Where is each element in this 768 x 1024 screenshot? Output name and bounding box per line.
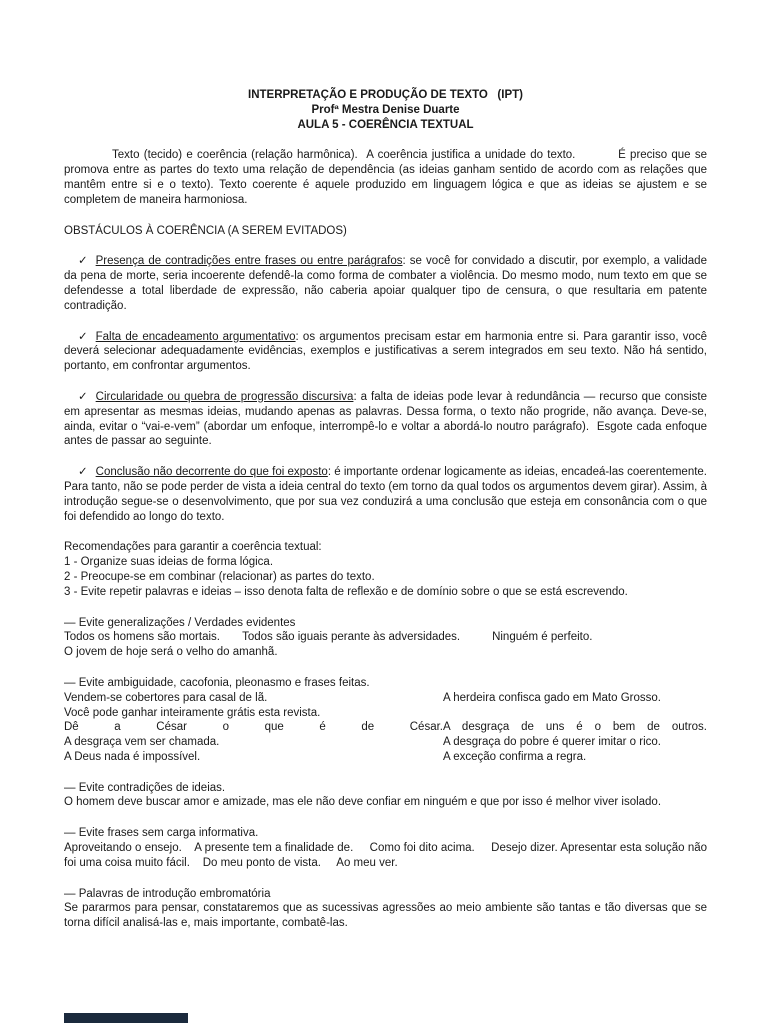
example-right: A desgraça do pobre é querer imitar o rico.: [443, 736, 661, 749]
checkmark-icon: ✓: [78, 255, 88, 268]
bullet-lead: Presença de contradições entre frases ou entre parágrafos: [95, 255, 403, 268]
advice-line: O jovem de hoje será o velho do amanhã.: [64, 646, 278, 659]
document-header: [64, 88, 707, 132]
example-pair-row: [64, 735, 707, 750]
example-left: A desgraça vem ser chamada.: [64, 736, 220, 749]
intro-paragraph: Texto (tecido) e coerência (relação harmônica). A coerência justifica a unidade do texto. É preciso que se promova entre as partes do texto uma relação de dependência (as ideias ganham sentido de acordo com as relações que mantêm entre si e o texto). Texto coerente é aquele produzido em linguagem lógica e que as ideias se ajustem e se completem de maneira harmoniosa.: [64, 149, 707, 206]
example-left: Você pode ganhar inteiramente grátis esta revista.: [64, 706, 321, 719]
recommendation-item: 1 - Organize suas ideias de forma lógica.: [64, 556, 274, 569]
advice-heading: — Evite frases sem carga informativa.: [64, 827, 259, 840]
bullet-item-conclusao: [64, 465, 707, 524]
example-right: [443, 706, 707, 721]
advice-section-embromatoria: [64, 887, 707, 931]
bullet-item-circularidade: [64, 390, 707, 449]
recommendation-item: 2 - Preocupe-se em combinar (relacionar) as partes do texto.: [64, 570, 375, 583]
example-left: Dê a César o que é de César.: [64, 721, 443, 734]
example-pair-row: [64, 720, 707, 735]
advice-section-ambiguidade: [64, 676, 707, 765]
bullet-body: : se você for convidado a discutir, por exemplo, a validade da pena de morte, seria incoerente defendê-la como forma de combater a violência. Do mesmo modo, num texto em que se defendesse a total liberdade de expressão, não caberia apoiar qualquer tipo de censura, o que resultaria em patente contradição.: [64, 255, 707, 312]
example-right: A herdeira confisca gado em Mato Grosso.: [443, 691, 661, 704]
advice-heading: — Evite contradições de ideias.: [64, 781, 226, 794]
advice-heading: — Palavras de introdução embromatória: [64, 887, 271, 900]
advice-line: Aproveitando o ensejo. A presente tem a finalidade de. Como foi dito acima. Desejo dizer. Apresentar esta solução não foi uma coisa muito fácil. Do meu ponto de vista. Ao meu ver.: [64, 842, 707, 869]
bullet-lead: Conclusão não decorrente do que foi exposto: [95, 466, 328, 479]
checkmark-icon: ✓: [78, 330, 88, 343]
bullet-body: : os argumentos precisam estar em harmonia entre si. Para garantir isso, você deverá selecionar adequadamente evidências, exemplos e justificativas a serem integrados em seu texto. Não há sentido, portanto, em confrontar argumentos.: [64, 330, 708, 373]
advice-section-contradicoes: [64, 781, 707, 811]
advice-section-generalizacoes: [64, 616, 707, 660]
example-right: A desgraça de uns é o bem de outros.: [443, 721, 707, 734]
example-pair-row: [64, 750, 707, 765]
lesson-title: AULA 5 - COERÊNCIA TEXTUAL: [297, 118, 474, 131]
checkmark-icon: ✓: [78, 466, 88, 479]
recommendations-title: Recomendações para garantir a coerência textual:: [64, 541, 322, 554]
bullet-item-encadeamento: [64, 330, 707, 374]
page-footer-bar: [64, 1013, 188, 1023]
advice-line: O homem deve buscar amor e amizade, mas ele não deve confiar em ninguém e que por isso é melhor viver isolado.: [64, 796, 662, 809]
checkmark-icon: ✓: [78, 390, 88, 403]
recommendation-item: 3 - Evite repetir palavras e ideias – isso denota falta de reflexão e de domínio sobre o que se está escrevendo.: [64, 585, 628, 598]
advice-line: Todos os homens são mortais. Todos são iguais perante às adversidades. Ninguém é perfeito.: [64, 631, 593, 644]
bullet-body: : é importante ordenar logicamente as ideias, encadeá-las coerentemente. Para tanto, não se pode perder de vista a ideia central do texto (em torno da qual todos os argumentos devem girar). Assim, à introdução segue-se o desenvolvimento, que por sua vez conduzirá a uma conclusão que esteja em consonância com o que foi defendido ao longo do texto.: [64, 466, 708, 523]
professor-line: Profª Mestra Denise Duarte: [311, 103, 460, 116]
obstacles-heading: OBSTÁCULOS À COERÊNCIA (A SEREM EVITADOS): [64, 224, 347, 237]
bullet-body: : a falta de ideias pode levar à redundância — recurso que consiste em apresentar as mesmas ideias, mudando apenas as palavras. Dessa forma, o texto não progride, não avança. Deve-se, ainda, evitar o “vai-e-vem” (abordar um enfoque, interrompê-lo e voltar a abordá-lo noutro parágrafo). Esgote cada enfoque antes de passar ao seguinte.: [64, 390, 707, 448]
bullet-item-contradicoes: [64, 254, 707, 313]
document-content: [64, 88, 707, 947]
bullet-lead: Falta de encadeamento argumentativo: [95, 330, 296, 343]
example-left: A Deus nada é impossível.: [64, 750, 201, 763]
bullet-lead: Circularidade ou quebra de progressão discursiva: [95, 390, 354, 403]
example-pair-row: [64, 706, 707, 721]
example-left: Vendem-se cobertores para casal de lã.: [64, 691, 268, 704]
advice-section-carga-informativa: [64, 826, 707, 870]
example-right: A exceção confirma a regra.: [443, 750, 587, 763]
document-title: INTERPRETAÇÃO E PRODUÇÃO DE TEXTO (IPT): [248, 89, 523, 101]
advice-heading: — Evite ambiguidade, cacofonia, pleonasmo e frases feitas.: [64, 676, 370, 689]
advice-heading: — Evite generalizações / Verdades evidentes: [64, 616, 296, 629]
recommendations-list: [64, 540, 707, 599]
advice-line: Se pararmos para pensar, constataremos que as sucessivas agressões ao meio ambiente são tantas e tão diversas que se torna difícil analisá-las e, mais importante, combatê-las.: [64, 902, 707, 930]
example-pair-row: [64, 691, 707, 706]
